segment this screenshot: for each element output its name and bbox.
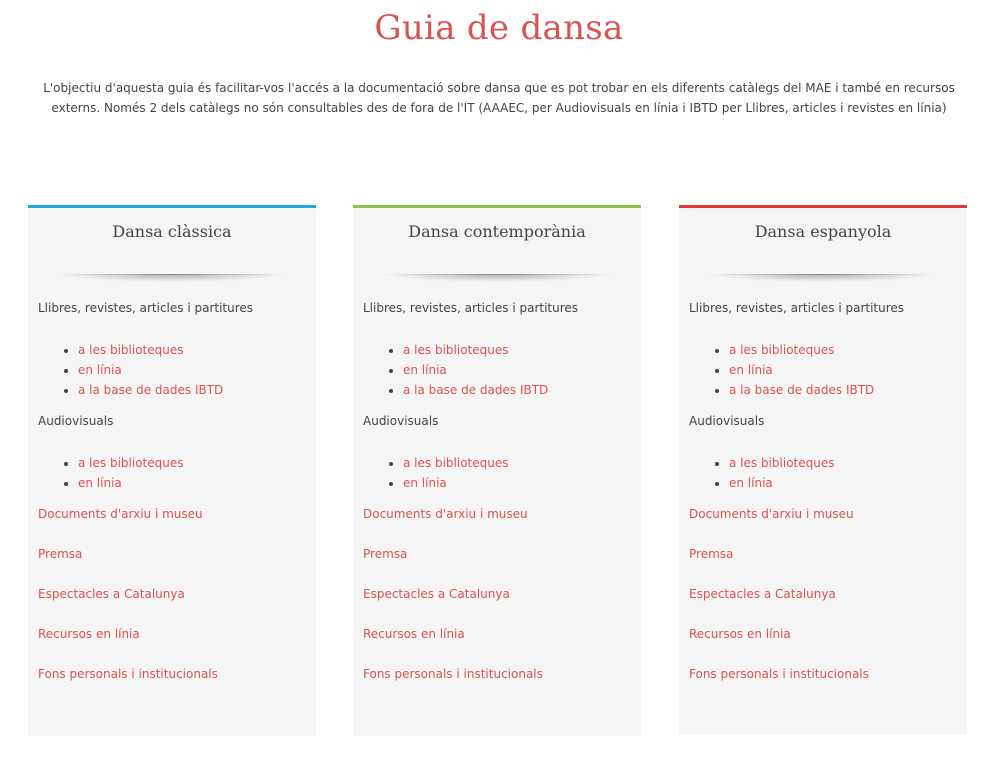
link-online-resources[interactable]: Recursos en línia — [689, 627, 791, 641]
link-online-resources[interactable]: Recursos en línia — [363, 627, 465, 641]
card-title: Dansa contemporània — [408, 222, 586, 241]
list-item — [78, 360, 308, 380]
audiovisual-links — [363, 453, 633, 493]
link-press[interactable]: Premsa — [689, 547, 734, 561]
books-links — [363, 340, 633, 400]
list-item — [78, 340, 308, 360]
list-item — [78, 380, 308, 400]
list-item — [403, 360, 633, 380]
list-item — [403, 453, 633, 473]
link-books-ibtd[interactable]: a la base de dades IBTD — [729, 383, 875, 397]
link-av-online[interactable]: en línia — [78, 476, 122, 490]
list-item — [729, 380, 959, 400]
list-item — [78, 453, 308, 473]
link-shows-catalunya[interactable]: Espectacles a Catalunya — [689, 587, 836, 601]
divider — [58, 274, 286, 282]
list-item — [403, 340, 633, 360]
link-books-online[interactable]: en línia — [729, 363, 773, 377]
list-item — [729, 453, 959, 473]
link-personal-funds[interactable]: Fons personals i institucionals — [363, 667, 543, 681]
link-press[interactable]: Premsa — [38, 547, 83, 561]
link-books-ibtd[interactable]: a la base de dades IBTD — [403, 383, 549, 397]
card-dansa-contemporania — [353, 205, 641, 736]
link-archive-museum[interactable]: Documents d'arxiu i museu — [689, 507, 854, 521]
list-item — [729, 340, 959, 360]
list-item — [78, 473, 308, 493]
books-label: Llibres, revistes, articles i partitures — [689, 301, 905, 315]
link-av-online[interactable]: en línia — [403, 476, 447, 490]
card-title: Dansa clàssica — [112, 222, 232, 241]
link-books-online[interactable]: en línia — [403, 363, 447, 377]
audiovisual-label: Audiovisuals — [363, 414, 439, 428]
link-books-ibtd[interactable]: a la base de dades IBTD — [78, 383, 224, 397]
link-shows-catalunya[interactable]: Espectacles a Catalunya — [363, 587, 510, 601]
guide-columns — [28, 205, 968, 736]
books-label: Llibres, revistes, articles i partitures — [363, 301, 579, 315]
books-label: Llibres, revistes, articles i partitures — [38, 301, 254, 315]
link-books-online[interactable]: en línia — [78, 363, 122, 377]
link-online-resources[interactable]: Recursos en línia — [38, 627, 140, 641]
link-av-libraries[interactable]: a les biblioteques — [729, 456, 835, 470]
list-item — [729, 360, 959, 380]
link-shows-catalunya[interactable]: Espectacles a Catalunya — [38, 587, 185, 601]
link-books-libraries[interactable]: a les biblioteques — [403, 343, 509, 357]
intro-text: L'objectiu d'aquesta guia és facilitar-vos l'accés a la documentació sobre dansa que es pot trobar en els diferents catàlegs del MAE i també en recursos externs. Només 2 dels catàlegs no són consultables des de fora de l'IT (AAAEC, per Audiovisuals en línia i IBTD per Llibres, articles i revistes en línia) — [43, 81, 955, 115]
link-av-online[interactable]: en línia — [729, 476, 773, 490]
list-item — [403, 473, 633, 493]
card-content — [363, 300, 633, 682]
audiovisual-label: Audiovisuals — [689, 414, 765, 428]
card-title: Dansa espanyola — [754, 222, 892, 241]
books-links — [689, 340, 959, 400]
link-books-libraries[interactable]: a les biblioteques — [729, 343, 835, 357]
page-title: Guia de dansa — [374, 8, 624, 48]
list-item — [403, 380, 633, 400]
audiovisual-links — [689, 453, 959, 493]
divider — [709, 274, 937, 282]
link-personal-funds[interactable]: Fons personals i institucionals — [689, 667, 869, 681]
link-press[interactable]: Premsa — [363, 547, 408, 561]
card-dansa-espanyola — [679, 205, 967, 734]
link-personal-funds[interactable]: Fons personals i institucionals — [38, 667, 218, 681]
audiovisual-links — [38, 453, 308, 493]
books-links — [38, 340, 308, 400]
card-content — [38, 300, 308, 682]
divider — [383, 274, 611, 282]
audiovisual-label: Audiovisuals — [38, 414, 114, 428]
link-av-libraries[interactable]: a les biblioteques — [78, 456, 184, 470]
link-archive-museum[interactable]: Documents d'arxiu i museu — [38, 507, 203, 521]
list-item — [729, 473, 959, 493]
link-books-libraries[interactable]: a les biblioteques — [78, 343, 184, 357]
card-content — [689, 300, 959, 682]
link-archive-museum[interactable]: Documents d'arxiu i museu — [363, 507, 528, 521]
link-av-libraries[interactable]: a les biblioteques — [403, 456, 509, 470]
card-dansa-classica — [28, 205, 316, 736]
